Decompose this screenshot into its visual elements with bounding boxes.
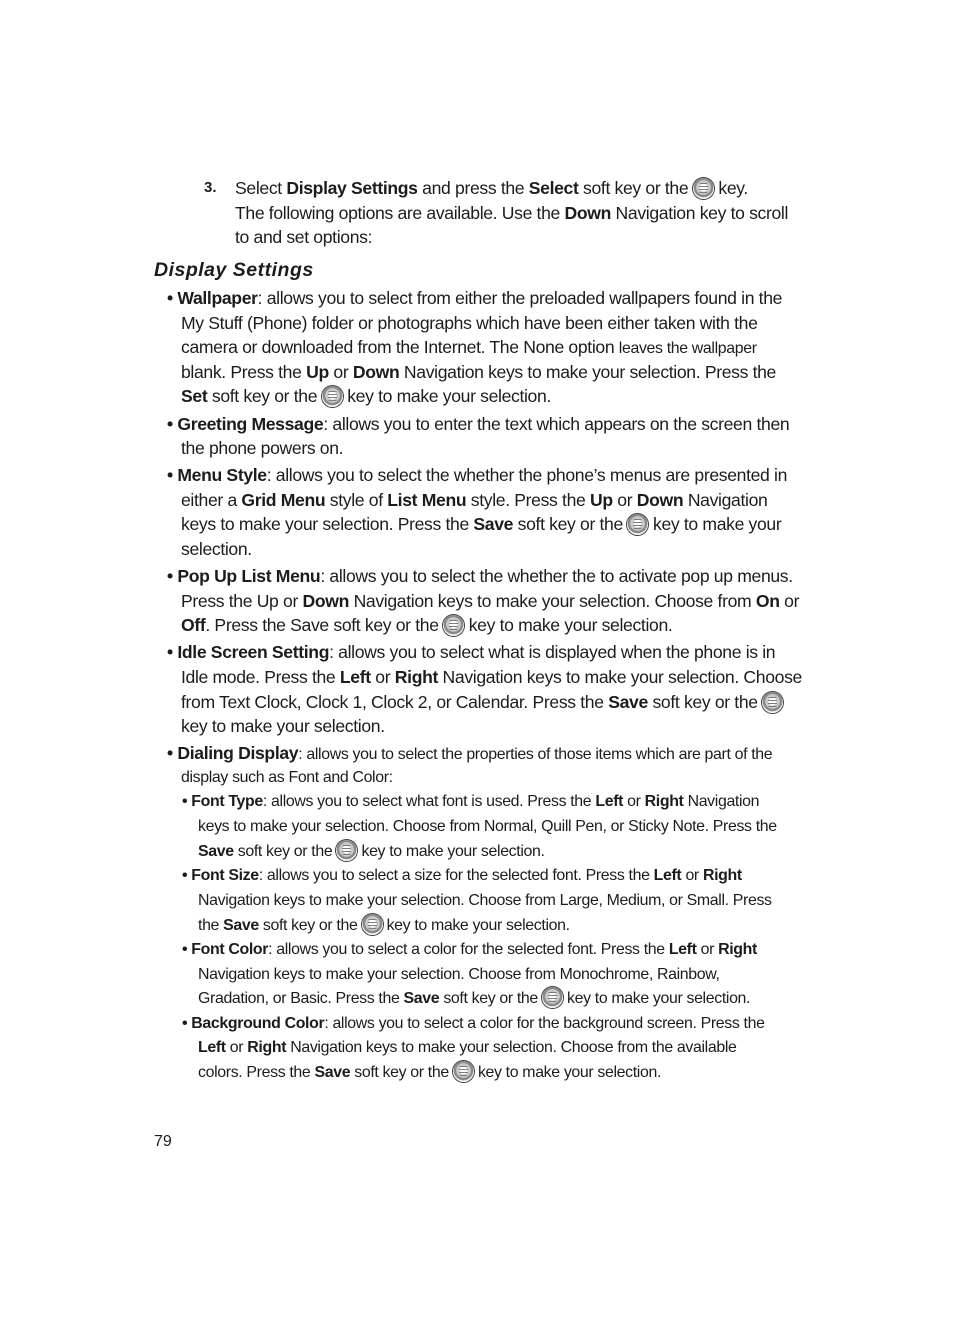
term-off: Off xyxy=(181,615,206,635)
term-down: Down xyxy=(352,362,400,382)
term-left: Left xyxy=(653,867,682,884)
popup-line-1 xyxy=(167,564,793,589)
menu-style-line-3 xyxy=(181,512,781,537)
term-left: Left xyxy=(595,793,624,810)
bullet: • xyxy=(167,288,173,308)
wallpaper-line-1 xyxy=(167,286,782,311)
font-size-line-3 xyxy=(198,914,570,939)
text: Navigation keys to make your selection. Press the xyxy=(399,362,776,382)
text: soft key or the xyxy=(439,990,542,1007)
text: or xyxy=(370,667,395,687)
text: : allows you to select the properties of those items which are part of the xyxy=(298,746,773,763)
bullet: • xyxy=(182,867,188,884)
term-down: Down xyxy=(564,203,611,223)
text: or xyxy=(225,1039,248,1056)
select-key-icon xyxy=(453,1061,474,1082)
menu-style-line-4: selection. xyxy=(181,539,252,559)
text: the xyxy=(198,917,224,934)
text: either a xyxy=(181,490,242,510)
select-key-icon xyxy=(336,840,357,861)
idle-line-2 xyxy=(181,665,802,690)
term-grid-menu: Grid Menu xyxy=(241,490,326,510)
popup-line-3 xyxy=(181,613,672,638)
text: : allows you to select what font is used xyxy=(262,793,520,810)
section-heading: Display Settings xyxy=(154,259,314,281)
term-right: Right xyxy=(718,941,757,958)
text: camera or downloaded from the Internet. The None option xyxy=(181,337,619,357)
idle-line-1 xyxy=(167,640,775,665)
bullet: • xyxy=(182,793,188,810)
select-key-icon xyxy=(542,987,563,1008)
text: . Press the xyxy=(519,793,596,810)
term-down: Down xyxy=(302,591,350,611)
text: Navigation keys to make your selection. Choose from the available xyxy=(286,1039,737,1056)
text: : allows you to enter the text which appears on the screen then xyxy=(323,414,790,434)
text: or xyxy=(681,867,703,884)
term-right: Right xyxy=(247,1039,287,1056)
text: Navigation keys to make your selection. Choose xyxy=(438,667,802,687)
dialing-title: Dialing Display xyxy=(177,743,299,763)
text: key. xyxy=(713,178,748,198)
text: Navigation keys to make your selection. Choose from xyxy=(349,591,756,611)
idle-title: Idle Screen Setting xyxy=(177,642,330,662)
text: . Press the xyxy=(692,1015,765,1032)
font-size-line-1 xyxy=(182,864,742,889)
bg-color-title: Background Color xyxy=(191,1015,325,1032)
term-up: Up xyxy=(589,490,613,510)
text: . Press the xyxy=(577,867,654,884)
dialing-line-2: display such as Font and Color: xyxy=(181,769,393,786)
text: or xyxy=(696,941,719,958)
text: soft key or the xyxy=(513,514,628,534)
term-select: Select xyxy=(528,178,579,198)
text: and press the xyxy=(417,178,529,198)
text: Navigation key to scroll xyxy=(611,203,789,223)
step-number: 3. xyxy=(204,179,217,196)
text: key to make your selection. xyxy=(464,615,673,635)
greeting-line-2: the phone powers on. xyxy=(181,438,344,458)
font-color-line-2: Navigation keys to make your selection. Choose from Monochrome, Rainbow, xyxy=(198,966,720,983)
select-key-icon xyxy=(762,692,783,713)
font-size-line-2: Navigation keys to make your selection. Choose from Large, Medium, or Small. Press xyxy=(198,892,772,909)
font-type-line-2: keys to make your selection. Choose from Normal, Quill Pen, or Sticky Note. Press the xyxy=(198,818,777,835)
greeting-title: Greeting Message xyxy=(177,414,324,434)
text: Gradation, or Basic. Press the xyxy=(198,990,404,1007)
step-line-3: to and set options: xyxy=(235,227,373,247)
term-save: Save xyxy=(223,917,259,934)
popup-title: Pop Up List Menu xyxy=(177,566,321,586)
menu-style-line-1 xyxy=(167,463,787,488)
font-color-line-3 xyxy=(198,987,750,1012)
font-type-title: Font Type xyxy=(191,793,263,810)
bg-color-line-3 xyxy=(198,1061,661,1086)
text: : allows you to select the whether the phone’s menus are presented in xyxy=(266,465,788,485)
wallpaper-line-5 xyxy=(181,384,551,409)
select-key-icon xyxy=(443,615,464,636)
text: : allows you to select a color for the selected font xyxy=(268,941,593,958)
idle-line-4: key to make your selection. xyxy=(181,716,385,736)
bullet: • xyxy=(182,1015,188,1032)
term-left: Left xyxy=(668,941,697,958)
term-save: Save xyxy=(198,843,234,860)
bullet: • xyxy=(167,566,173,586)
text: Idle mode. Press the xyxy=(181,667,340,687)
text: key to make your selection. xyxy=(473,1064,662,1081)
term-left: Left xyxy=(339,667,371,687)
text: or xyxy=(623,793,645,810)
text: . Press the Save soft key or the xyxy=(205,615,444,635)
text: Press the Up or xyxy=(181,591,303,611)
term-right: Right xyxy=(394,667,438,687)
term-list-menu: List Menu xyxy=(387,490,467,510)
dialing-line-1 xyxy=(167,741,772,768)
text: leaves the wallpaper xyxy=(618,340,757,357)
text: key to make your selection. xyxy=(342,386,551,406)
term-up: Up xyxy=(306,362,329,382)
wallpaper-title: Wallpaper xyxy=(177,288,258,308)
term-save: Save xyxy=(403,990,440,1007)
bullet: • xyxy=(167,465,173,485)
text: soft key or the xyxy=(233,843,337,860)
font-color-line-1 xyxy=(182,938,757,963)
text: : allows you to select from either the preloaded wallpapers found in the xyxy=(257,288,783,308)
text: : allows you to select a size for the selected font xyxy=(258,867,578,884)
term-save: Save xyxy=(473,514,514,534)
text: from Text Clock, Clock 1, Clock 2, or Calendar. Press the xyxy=(181,692,609,712)
wallpaper-line-2: My Stuff (Phone) folder or photographs which have been either taken with the xyxy=(181,313,758,333)
term-on: On xyxy=(755,591,780,611)
bg-color-line-1 xyxy=(182,1012,765,1037)
text: colors. Press the xyxy=(198,1064,315,1081)
text: blank. Press the xyxy=(181,362,307,382)
select-key-icon xyxy=(362,914,383,935)
select-key-icon xyxy=(322,386,343,407)
term-down: Down xyxy=(636,490,684,510)
text: style. Press the xyxy=(466,490,590,510)
term-right: Right xyxy=(702,867,742,884)
select-key-icon xyxy=(693,178,714,199)
text: The following options are available. Use the xyxy=(235,203,565,223)
idle-line-3 xyxy=(181,690,783,715)
wallpaper-line-4 xyxy=(181,360,776,385)
text: Navigation xyxy=(683,490,768,510)
term-set: Set xyxy=(181,386,208,406)
term-right: Right xyxy=(644,793,684,810)
text: : allows you to select what is displayed when the phone is in xyxy=(329,642,776,662)
text: key to make your selection. xyxy=(562,990,751,1007)
text: key to make your selection. xyxy=(357,843,545,860)
step-line-2 xyxy=(235,201,788,226)
term-save: Save xyxy=(608,692,648,712)
term-display-settings: Display Settings xyxy=(286,178,418,198)
text: soft key or the xyxy=(258,917,362,934)
term-save: Save xyxy=(314,1064,351,1081)
select-key-icon xyxy=(627,514,648,535)
text: or xyxy=(328,362,353,382)
menu-style-line-2 xyxy=(181,488,767,513)
term-left: Left xyxy=(198,1039,226,1056)
text: : allows you to select the whether the to activate pop up menus. xyxy=(320,566,793,586)
bullet: • xyxy=(167,743,173,763)
text: soft key or the xyxy=(647,692,763,712)
font-color-title: Font Color xyxy=(191,941,269,958)
text: : allows you to select a color for the background screen xyxy=(324,1015,693,1032)
font-type-line-1 xyxy=(182,790,759,815)
page-number: 79 xyxy=(154,1133,172,1150)
text: soft key or the xyxy=(207,386,322,406)
bullet: • xyxy=(167,642,173,662)
bullet: • xyxy=(167,414,173,434)
text: Select xyxy=(235,178,287,198)
bullet: • xyxy=(182,941,188,958)
font-size-title: Font Size xyxy=(191,867,259,884)
text: soft key or the xyxy=(578,178,693,198)
text: key to make your xyxy=(648,514,782,534)
text: style of xyxy=(325,490,388,510)
text: or xyxy=(612,490,637,510)
text: or xyxy=(779,591,800,611)
text: soft key or the xyxy=(350,1064,453,1081)
font-type-line-3 xyxy=(198,840,545,865)
text: Navigation xyxy=(683,793,760,810)
step-line-1 xyxy=(235,176,748,201)
text: keys to make your selection. Press the xyxy=(181,514,474,534)
text: . Press the xyxy=(592,941,669,958)
wallpaper-line-3 xyxy=(181,335,757,362)
bg-color-line-2 xyxy=(198,1036,737,1061)
menu-style-title: Menu Style xyxy=(177,465,267,485)
greeting-line-1 xyxy=(167,412,789,437)
popup-line-2 xyxy=(181,589,799,614)
text: key to make your selection. xyxy=(382,917,570,934)
